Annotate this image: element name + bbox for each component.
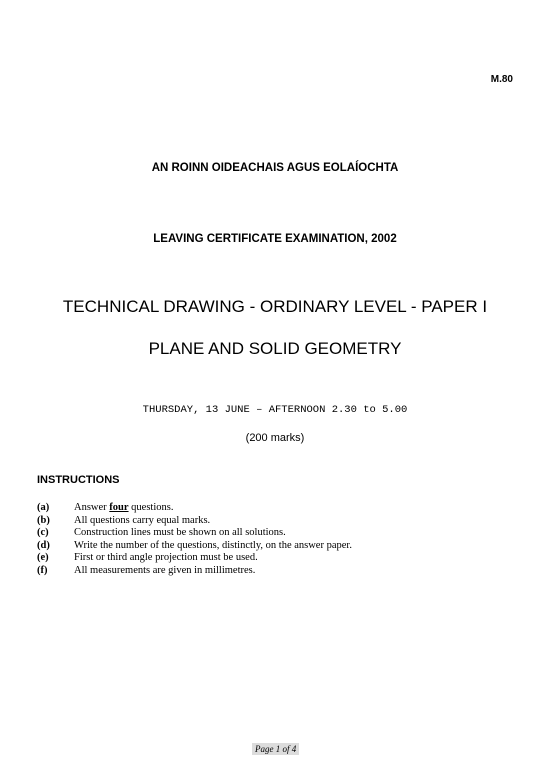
- instruction-label: (c): [37, 527, 49, 538]
- instruction-text: questions.: [128, 502, 174, 513]
- page-number: Page 1 of 4: [252, 743, 299, 755]
- instruction-item: [37, 565, 352, 578]
- instruction-emphasis: four: [109, 502, 129, 513]
- instruction-item: [37, 552, 352, 565]
- instruction-text: First or third angle projection must be used.: [74, 552, 258, 563]
- instruction-text: Write the number of the questions, distinctly, on the answer paper.: [74, 539, 352, 551]
- instruction-label: (e): [37, 552, 49, 563]
- total-marks: (200 marks): [245, 432, 305, 444]
- department-name: AN ROINN OIDEACHAIS AGUS EOLAÍOCHTA: [151, 162, 399, 174]
- instruction-label: (f): [37, 564, 48, 576]
- instructions-list: [37, 502, 352, 577]
- instruction-text: All questions carry equal marks.: [74, 514, 211, 526]
- instruction-item: [37, 540, 352, 553]
- instructions-heading: INSTRUCTIONS: [37, 474, 120, 486]
- instruction-text: Construction lines must be shown on all solutions.: [74, 527, 286, 538]
- instruction-item: [37, 502, 352, 515]
- exam-datetime: THURSDAY, 13 JUNE – AFTERNOON 2.30 to 5.00: [142, 404, 408, 416]
- instruction-item: [37, 527, 352, 540]
- instruction-label: (d): [37, 539, 50, 551]
- paper-subtitle: PLANE AND SOLID GEOMETRY: [148, 339, 402, 358]
- exam-name: LEAVING CERTIFICATE EXAMINATION, 2002: [153, 233, 397, 245]
- instruction-text: Answer: [74, 502, 110, 513]
- instruction-label: (a): [37, 502, 50, 513]
- instruction-item: [37, 515, 352, 528]
- paper-title: TECHNICAL DRAWING - ORDINARY LEVEL - PAPER I: [62, 297, 488, 316]
- exam-code: M.80: [490, 74, 513, 85]
- instruction-text: All measurements are given in millimetres.: [74, 564, 256, 576]
- instruction-label: (b): [37, 514, 50, 526]
